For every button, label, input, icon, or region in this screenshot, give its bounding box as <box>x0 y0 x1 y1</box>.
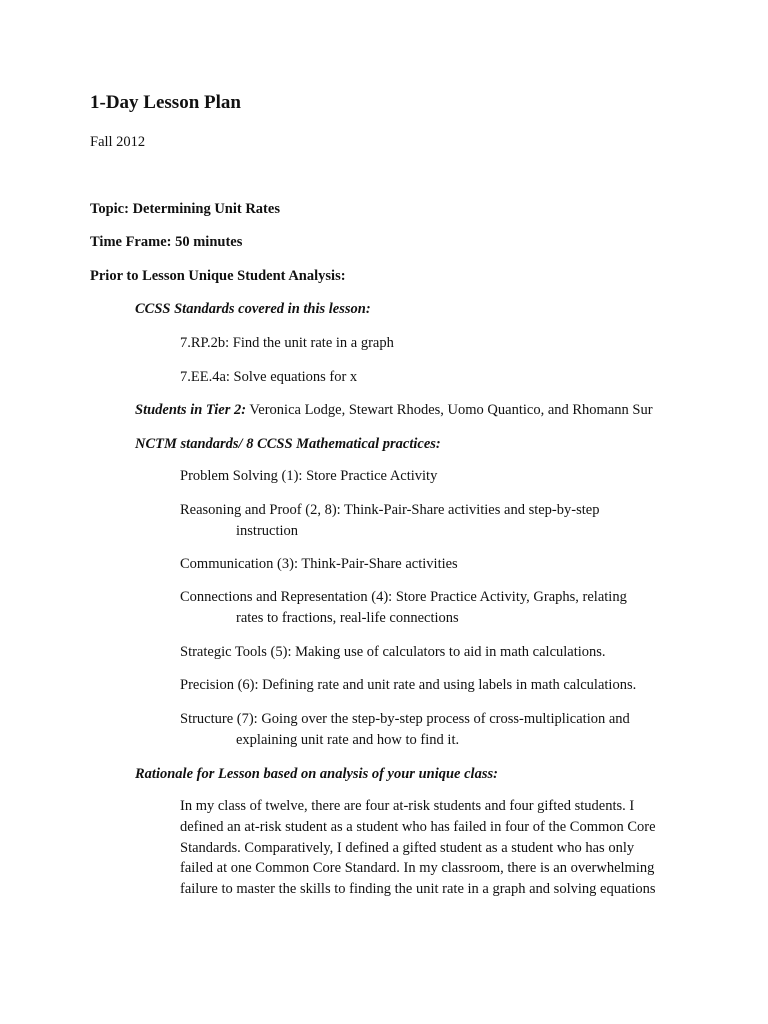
rationale-line: defined an at-risk student as a student who has failed in four of the Common Core <box>180 818 656 835</box>
practice-item: Communication (3): Think-Pair-Share activities <box>180 556 458 572</box>
prior-analysis-heading: Prior to Lesson Unique Student Analysis: <box>90 268 346 284</box>
rationale-line: Standards. Comparatively, I defined a gifted student as a student who has only <box>180 839 635 856</box>
practice-item: Strategic Tools (5): Making use of calculators to aid in math calculations. <box>180 644 606 660</box>
practice-item: Connections and Representation (4): Store Practice Activity, Graphs, relating <box>180 589 627 605</box>
tier2-names: Veronica Lodge, Stewart Rhodes, Uomo Quantico, and Rhomann Sur <box>246 402 653 418</box>
rationale-line: failure to master the skills to finding the unit rate in a graph and solving equations <box>180 881 656 898</box>
rationale-line: In my class of twelve, there are four at-risk students and four gifted students. I <box>180 798 635 814</box>
ccss-item: 7.RP.2b: Find the unit rate in a graph <box>180 335 394 351</box>
rationale-heading: Rationale for Lesson based on analysis of your unique class: <box>135 766 498 782</box>
practice-item: Problem Solving (1): Store Practice Activity <box>180 468 438 484</box>
semester-text: Fall 2012 <box>90 134 146 150</box>
practice-item: Reasoning and Proof (2, 8): Think-Pair-Share activities and step-by-step <box>180 502 600 518</box>
practice-item: Precision (6): Defining rate and unit rate and using labels in math calculations. <box>180 677 637 693</box>
tier2-line <box>135 400 653 421</box>
practice-item-continued: explaining unit rate and how to find it. <box>236 732 460 748</box>
ccss-heading: CCSS Standards covered in this lesson: <box>135 301 371 317</box>
page-title: 1-Day Lesson Plan <box>90 92 241 113</box>
rationale-paragraph <box>180 796 680 900</box>
ccss-item: 7.EE.4a: Solve equations for x <box>180 369 358 385</box>
nctm-heading: NCTM standards/ 8 CCSS Mathematical practices: <box>135 436 441 452</box>
topic-line: Topic: Determining Unit Rates <box>90 201 280 217</box>
practice-item-continued: instruction <box>236 523 299 539</box>
tier2-label: Students in Tier 2: <box>135 402 247 418</box>
rationale-line: failed at one Common Core Standard. In my classroom, there is an overwhelming <box>180 860 655 877</box>
practice-item: Structure (7): Going over the step-by-step process of cross-multiplication and <box>180 711 630 727</box>
practice-item-continued: rates to fractions, real-life connections <box>236 610 459 626</box>
time-frame-line: Time Frame: 50 minutes <box>90 234 243 250</box>
